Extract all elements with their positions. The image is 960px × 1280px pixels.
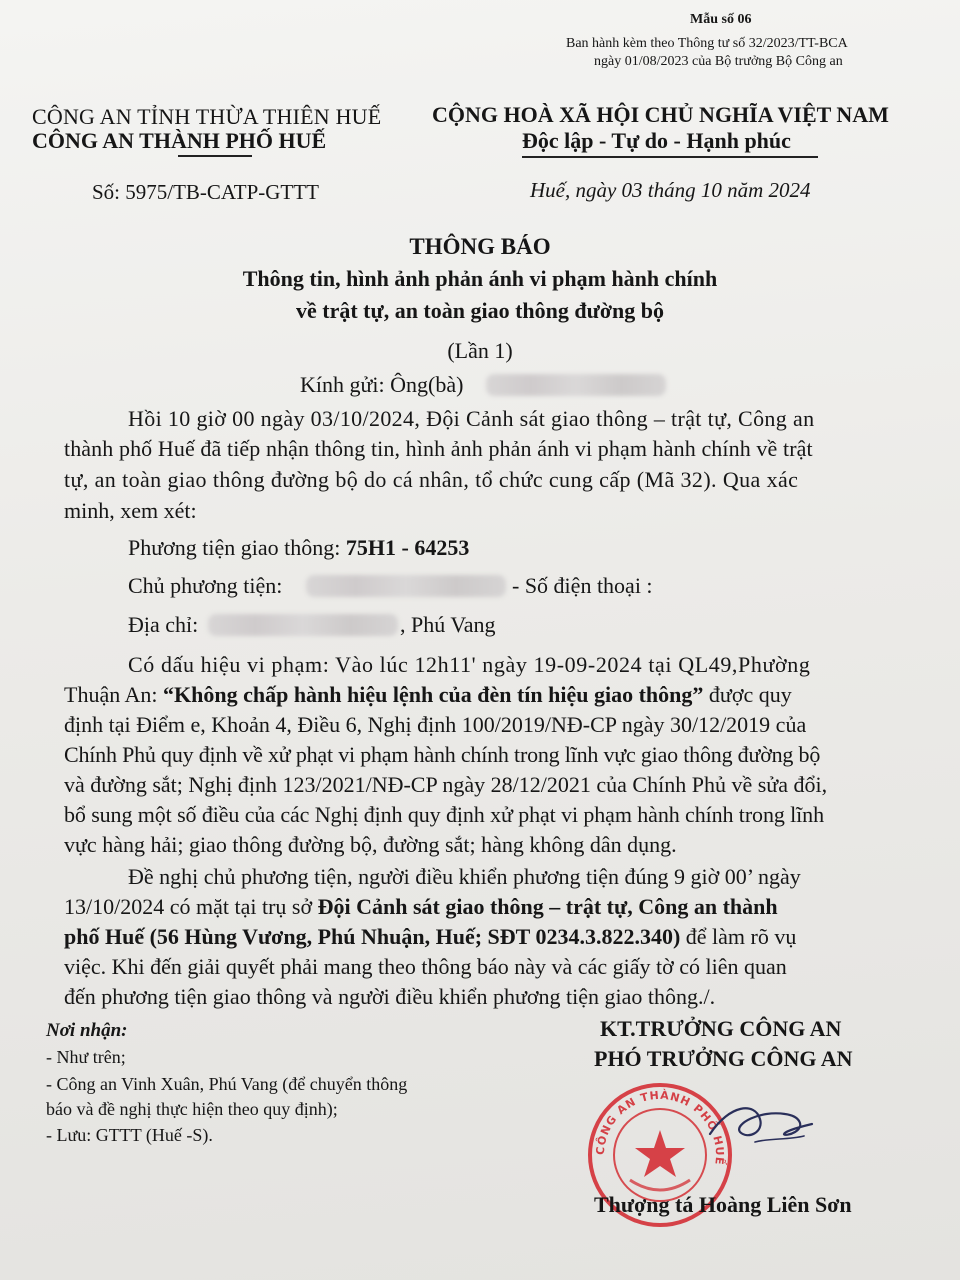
recipient-item-3: - Lưu: GTTT (Huế -S). [46,1125,213,1145]
form-date-line: ngày 01/08/2023 của Bộ trưởng Bộ Công an [594,54,843,69]
violation-line-5: và đường sắt; Nghị định 123/2021/NĐ-CP ngày 28/12/2021 của Chính Phủ về sửa đổi, [64,772,828,797]
request-line-1: Đề nghị chủ phương tiện, người điều khiển phương tiện đúng 9 giờ 00’ ngày [128,864,801,889]
violation-line-3: định tại Điểm e, Khoản 4, Điều 6, Nghị định 100/2019/NĐ-CP ngày 30/12/2019 của [64,712,807,737]
violation-description: “Không chấp hành hiệu lệnh của đèn tín hiệu giao thông” [163,682,704,707]
signer-title-1: KT.TRƯỞNG CÔNG AN [600,1016,842,1041]
address-label: Địa chỉ: [128,612,199,637]
agency-name-city: CÔNG AN THÀNH PHỐ HUẾ [32,128,327,153]
recipient-item-1: - Như trên; [46,1047,126,1067]
violation-line-7: vực hàng hải; giao thông đường bộ, đường sắt; hàng không dân dụng. [64,832,677,857]
request-line-2 [64,894,778,920]
place-date: Huế, ngày 03 tháng 10 năm 2024 [530,178,811,202]
address-suffix: , Phú Vang [400,612,496,637]
document-title: THÔNG BÁO [409,234,551,259]
notice-round: (Lần 1) [447,338,513,363]
office-address: phố Huế (56 Hùng Vương, Phú Nhuận, Huế; SĐT 0234.3.822.340) [64,924,681,949]
paragraph-1-line-1: Hồi 10 giờ 00 ngày 03/10/2024, Đội Cảnh sát giao thông – trật tự, Công an [128,406,815,431]
handwritten-signature [700,1094,820,1154]
owner-label: Chủ phương tiện: [128,573,283,598]
stamp-text: CÔNG AN THÀNH PHỐ HUẾ [593,1088,727,1167]
redacted-recipient-name [486,374,666,396]
redacted-address [208,614,398,636]
document-subtitle-1: Thông tin, hình ảnh phản ánh vi phạm hành chính [242,266,718,291]
request-line-5: đến phương tiện giao thông và người điều khiển phương tiện giao thông./. [64,984,716,1009]
request-line-3-suffix: để làm rõ vụ [680,924,797,949]
violation-line-6: bổ sung một số điều của các Nghị định quy định xử phạt vi phạm hành chính trong lĩnh [64,802,824,827]
document-subtitle-2: về trật tự, an toàn giao thông đường bộ [295,298,664,323]
document-number: Số: 5975/TB-CATP-GTTT [92,180,319,204]
motto-underline [522,156,818,158]
paragraph-1-line-3: tự, an toàn giao thông đường bộ do cá nhân, tổ chức cung cấp (Mã 32). Qua xác [64,467,799,492]
nation-title: CỘNG HOÀ XÃ HỘI CHỦ NGHĨA VIỆT NAM [432,102,889,127]
office-name: Đội Cảnh sát giao thông – trật tự, Công an thành [317,894,778,919]
vehicle-plate: 75H1 - 64253 [345,535,470,560]
form-number: Mẫu số 06 [690,12,752,27]
request-line-2-prefix: 13/10/2024 có mặt tại trụ sở [64,894,318,919]
paragraph-1-line-4: minh, xem xét: [64,498,197,523]
recipients-label: Nơi nhận: [46,1020,128,1041]
redacted-owner-name [306,575,506,597]
agency-underline [178,155,252,157]
vehicle-line [128,535,469,561]
phone-label: - Số điện thoại : [512,573,653,598]
paragraph-1-line-2: thành phố Huế đã tiếp nhận thông tin, hình ảnh phản ánh vi phạm hành chính về trật [64,436,813,461]
agency-name-provincial: CÔNG AN TỈNH THỪA THIÊN HUẾ [32,104,382,129]
request-line-4: việc. Khi đến giải quyết phải mang theo thông báo này và các giấy tờ có liên quan [64,954,787,979]
salutation: Kính gửi: Ông(bà) [300,372,464,397]
violation-line-2-suffix: được quy [703,682,792,707]
recipient-item-2b: báo và đề nghị thực hiện theo quy định); [46,1099,338,1119]
recipient-item-2a: - Công an Vinh Xuân, Phú Vang (để chuyển thông [46,1074,408,1094]
nation-motto: Độc lập - Tự do - Hạnh phúc [522,128,791,153]
violation-line-2 [64,682,792,708]
signer-name: Thượng tá Hoàng Liên Sơn [594,1192,852,1217]
form-issued-line: Ban hành kèm theo Thông tư số 32/2023/TT-BCA [566,36,848,51]
request-line-3 [64,924,796,950]
signer-title-2: PHÓ TRƯỞNG CÔNG AN [594,1046,853,1071]
violation-line-4: Chính Phủ quy định về xử phạt vi phạm hành chính trong lĩnh vực giao thông đường bộ [64,742,821,767]
vehicle-label: Phương tiện giao thông: [128,535,346,560]
violation-line-1: Có dấu hiệu vi phạm: Vào lúc 12h11' ngày 19-09-2024 tại QL49,Phường [128,652,811,677]
violation-location-suffix: Thuận An: [64,682,163,707]
